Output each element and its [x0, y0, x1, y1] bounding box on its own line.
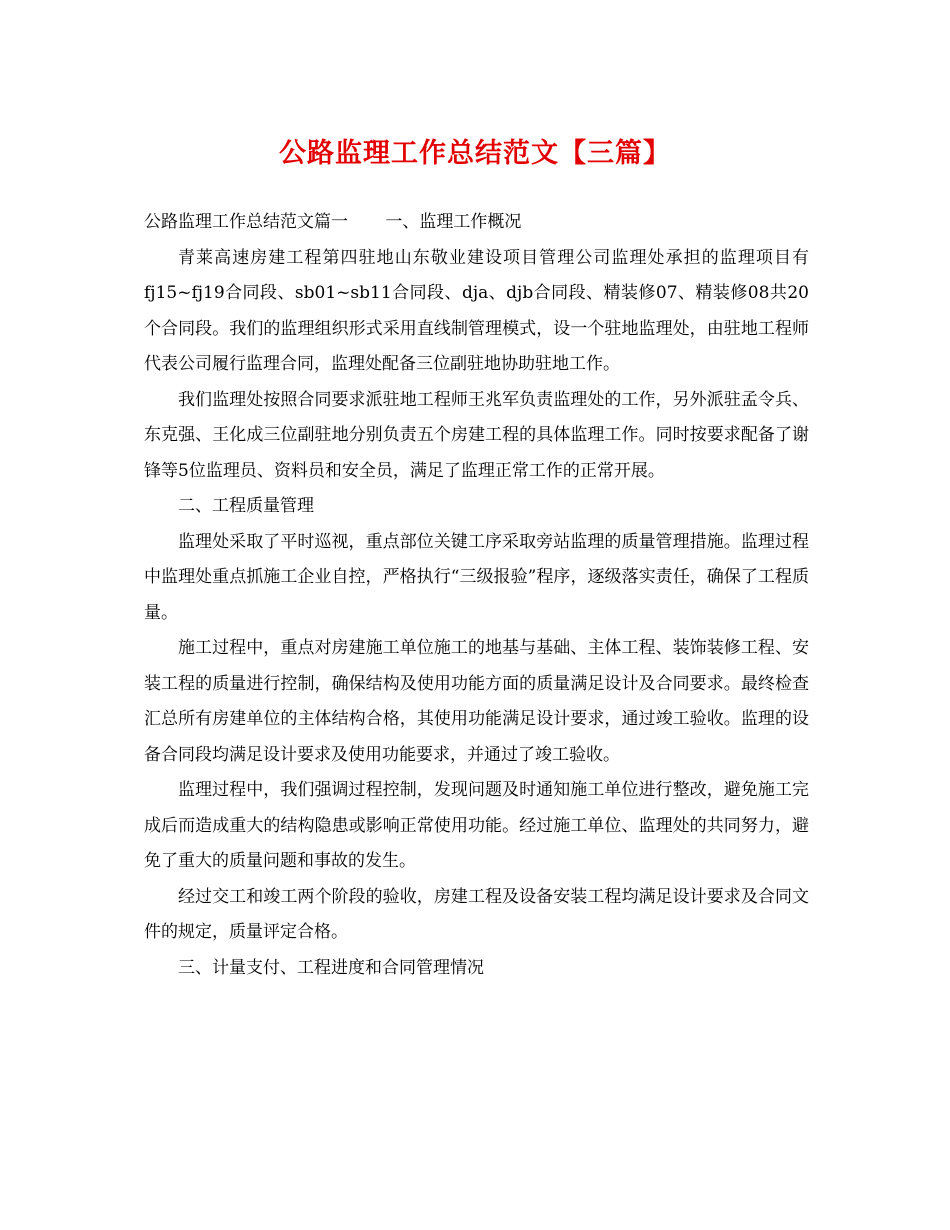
section-heading-2: 二、工程质量管理 [178, 496, 314, 516]
paragraph-3: 监理处采取了平时巡视，重点部位关键工序采取旁站监理的质量管理措施。监理过程中监理处重点抓施工企业自控，严格执行“三级报验”程序，逐级落实责任，确保了工程质量。 [144, 531, 809, 623]
paragraph-4: 施工过程中，重点对房建施工单位施工的地基与基础、主体工程、装饰装修工程、安装工程的质量进行控制，确保结构及使用功能方面的质量满足设计及合同要求。最终检查汇总所有房建单位的主体结构合格，其使用功能满足设计要求，通过竣工验收。监理的设备合同段均满足设计要求及使用功能要求，并通过了竣工验收。 [144, 638, 809, 765]
document-body [144, 205, 809, 986]
paragraph-2: 我们监理处按照合同要求派驻地工程师王兆军负责监理处的工作，另外派驻孟令兵、东克强、王化成三位副驻地分别负责五个房建工程的具体监理工作。同时按要求配备了谢锋等5位监理员、资料员和安全员，满足了监理正常工作的正常开展。 [144, 389, 809, 481]
document-title: 公路监理工作总结范文【三篇】 [279, 138, 671, 169]
paragraph-1: 青莱高速房建工程第四驻地山东敬业建设项目管理公司监理处承担的监理项目有fj15~fj19合同段、sb01~sb11合同段、dja、djb合同段、精装修07、精装修08共20个合同段。我们的监理组织形式采用直线制管理模式，设一个驻地监理处，由驻地工程师代表公司履行监理合同，监理处配备三位副驻地协助驻地工作。 [144, 247, 809, 374]
paragraph-6: 经过交工和竣工两个阶段的验收，房建工程及设备安装工程均满足设计要求及合同文件的规定，质量评定合格。 [144, 886, 809, 942]
paragraph-5: 监理过程中，我们强调过程控制，发现问题及时通知施工单位进行整改，避免施工完成后而造成重大的结构隐患或影响正常使用功能。经过施工单位、监理处的共同努力，避免了重大的质量问题和事故的发生。 [144, 780, 809, 871]
intro-heading-row [144, 205, 809, 241]
article-heading: 公路监理工作总结范文篇一 [144, 212, 348, 232]
section-heading-3: 三、计量支付、工程进度和合同管理情况 [178, 957, 484, 978]
section-heading-1: 一、监理工作概况 [385, 212, 522, 232]
